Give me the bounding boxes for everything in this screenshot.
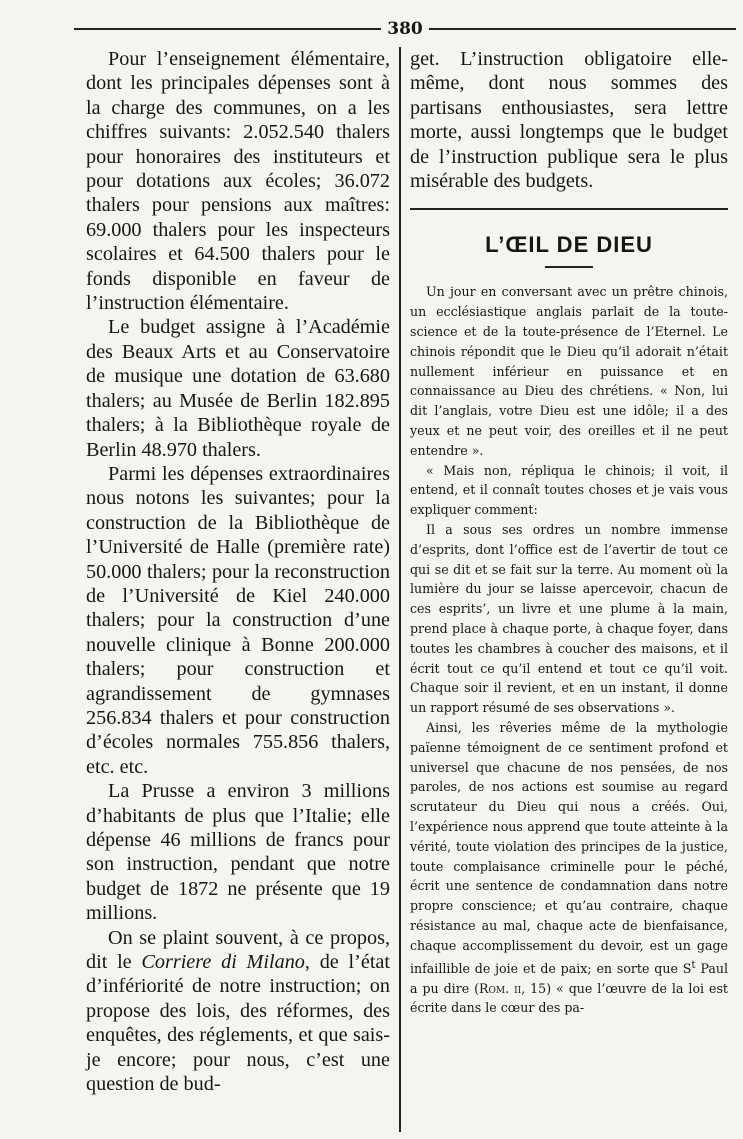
title-underline [545, 266, 593, 268]
newspaper-title: Corriere di Milano [141, 951, 305, 974]
page-header [74, 17, 736, 41]
bible-reference: Rom. ii, 15 [479, 980, 547, 996]
final-text-middle: Paul a pu dire ( [410, 960, 729, 996]
article-title: L’ŒIL DE DIEU [485, 232, 653, 258]
header-rule-right [429, 28, 736, 30]
article-paragraph: Un jour en conversant avec un prêtre chinois, un ecclésiastique anglais parlait de la toute-science et de la toute-présence de l’Eternel. Le chinois répondit que le Dieu qu’il adorait n’était nullement inférieur en puissance et en connaissance au Dieu des chrétiens. « Non, lui dit l’anglais, votre Dieu est une idôle; il a des yeux et ne peut voir, des oreilles et il ne peut entendre ». [410, 284, 728, 458]
section-separator [410, 208, 728, 210]
article-body [410, 282, 728, 1018]
saint-superscript: t [691, 958, 696, 971]
paragraph-extraordinary-expenses: Parmi les dépenses extraordinaires nous notons les suivantes; pour la construction de la Bibliothèque de l’Université de Halle (première rate) 50.000 thalers; pour la reconstruction de l’Université de Kiel 240.000 thalers; pour la construction d’une nouvelle clinique à Bonne 200.000 thalers; pour construction et agrandissement de gymnases 256.834 thalers et pour construction d’écoles normales 755.856 thalers, etc. etc. [86, 462, 390, 778]
page-number: 380 [387, 19, 423, 39]
right-column [410, 47, 728, 1018]
header-rule-left [74, 28, 381, 30]
paragraph-elementary-education: Pour l’enseignement élémentaire, dont les principales dépenses sont à la charge des communes, on a les chiffres suivants: 2.052.540 thalers pour honoraires des instituteurs et pour dotations aux écoles; 36.072 thalers pour pensions aux maîtres: 69.000 thalers pour les inspecteurs scolaires et 64.500 thalers pour le fonds disponible en faveur de l’instruction élémentaire. [86, 48, 390, 315]
final-text-after: ) « que l’œuvre de la loi est écrite dans le cœur des pa- [410, 980, 728, 1016]
paragraph-corriere-quote [86, 926, 390, 1097]
article-paragraph: Il a sous ses ordres un nombre immense d’esprits, dont l’office est de l’avertir de tout ce qui se dit et se fait sur la terre. Au moment où la lumière du jour se laisse apercevoir, chacun de ces esprits’, un livre et une plume à la main, prend place à chaque porte, à chaque foyer, dans toutes les chambres à coucher des maisons, et il écrit tout ce qu’il entend et tout ce qu’il voit. Chaque soir il revient, et en un instant, il donne un rapport résumé de ses observations ». [410, 522, 728, 716]
article-paragraph: « Mais non, répliqua le chinois; il voit, il entend, et il connaît toutes choses et je vais vous expliquer comment: [410, 462, 728, 518]
continuation-text: get. L’instruction obligatoire elle-même, dont nous sommes des partisans enthousiastes, sera lettre morte, aussi longtemps que le budget de l’instruction publique sera le plus misérable des budgets. [410, 48, 728, 193]
column-divider [399, 47, 401, 1132]
final-text-before: Ainsi, les rêveries même de la mythologie païenne témoignent de ce sentiment profond et universel que chacune de nos pensées, de nos paroles, de nos actions est soumise au regard scrutateur du Dieu qui nous a créés. Oui, l’expérience nous apprend que toute atteinte à la vérité, toute violation des principes de la justice, toute complaisance criminelle pour le péché, écrit une sentence de condamnation dans notre propre conscience; et qu’au contraire, chaque résistance au mal, chaque acte de bienfaisance, chaque accomplissement du devoir, est un gage infaillible de joie et de paix; en sorte que S [410, 719, 728, 976]
paragraph-prussia-comparison: La Prusse a environ 3 millions d’habitants de plus que l’Italie; elle dépense 46 millions de francs pour son instruction, pendant que notre budget de 1872 ne présente que 19 millions. [86, 780, 390, 925]
quote-text-before: On se plaint souvent, à ce propos, dit le [86, 926, 390, 974]
paragraph-academy-budget: Le budget assigne à l’Académie des Beaux Arts et au Conservatoire de musique une dotation de 63.680 thalers; au Musée de Berlin 182.895 thalers; à la Bibliothèque royale de Berlin 48.970 thalers. [86, 316, 390, 461]
quote-text-after: , de l’état d’infériorité de notre instruction; on propose des lois, des réformes, des enquêtes, des réglements, et que sais-je encore; pour nous, c’est une question de bud- [86, 951, 390, 1096]
article-paragraph-final [410, 718, 728, 1018]
left-column [86, 47, 390, 1096]
